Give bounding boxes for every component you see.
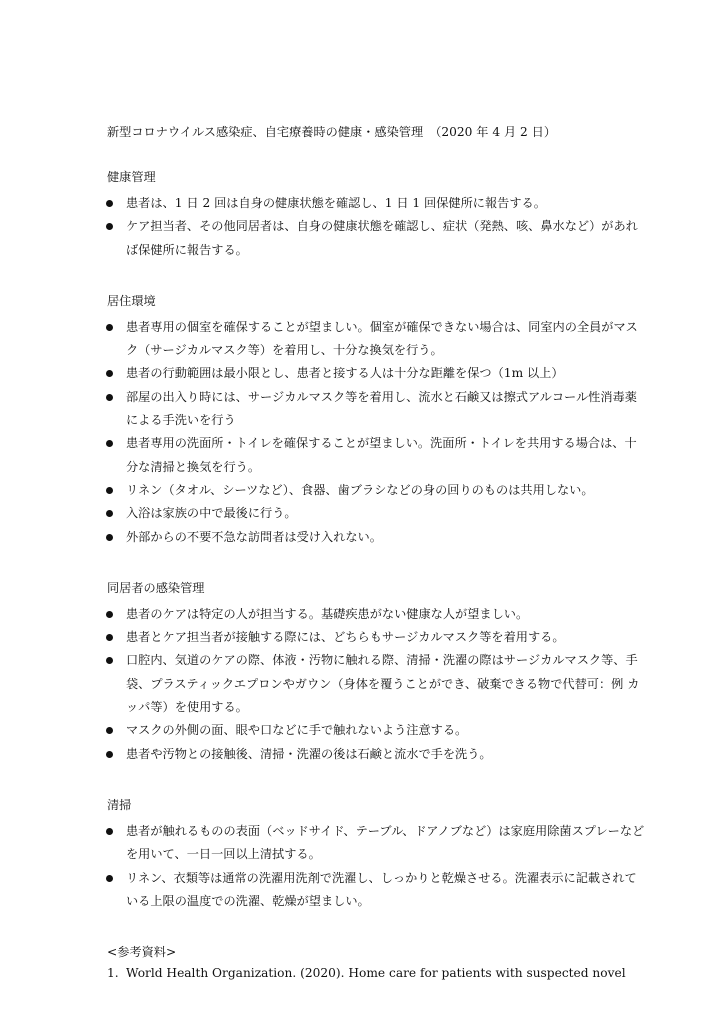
section-heading: 健康管理 — [107, 170, 156, 184]
list-item: 患者が触れるものの表面（ベッドサイド、テーブル、ドアノブなど）は家庭用除菌スプレーなどを用いて、一日一回以上清拭する。 — [107, 820, 647, 867]
reference-item — [107, 962, 647, 984]
section-living-environment — [107, 291, 647, 549]
list-item: 患者や汚物との接触後、清掃・洗濯の後は石鹸と流水で手を洗う。 — [107, 743, 647, 766]
list-item: 部屋の出入り時には、サージカルマスク等を着用し、流水と石鹸又は擦式アルコール性消毒薬による手洗いを行う — [107, 386, 647, 433]
document-body — [107, 122, 647, 984]
list-item: マスクの外側の面、眼や口などに手で触れないよう注意する。 — [107, 719, 647, 742]
section-cleaning — [107, 795, 647, 913]
list-item: 患者とケア担当者が接触する際には、どちらもサージカルマスク等を着用する。 — [107, 626, 647, 649]
bullet-list — [107, 603, 647, 766]
section-heading: 清掃 — [107, 797, 132, 812]
reference-text: World Health Organization. (2020). Home care for patients with suspected novel — [126, 966, 626, 981]
bullet-list — [107, 192, 647, 262]
list-item: 口腔内、気道のケアの際、体液・汚物に触れる際、清掃・洗濯の際はサージカルマスク等、手袋、プラスティックエプロンやガウン（身体を覆うことができ、破棄できる物で代替可：例 カッパ等）を使用する。 — [107, 649, 647, 719]
list-item: 患者専用の個室を確保することが望ましい。個室が確保できない場合は、同室内の全員がマスク（サージカルマスク等）を着用し、十分な換気を行う。 — [107, 316, 647, 363]
references-heading: <参考資料> — [107, 945, 177, 960]
bullet-list — [107, 316, 647, 549]
list-item: 患者は、1 日 2 回は自身の健康状態を確認し、1 日 1 回保健所に報告する。 — [107, 192, 647, 215]
list-item: 患者のケアは特定の人が担当する。基礎疾患がない健康な人が望ましい。 — [107, 603, 647, 626]
list-item: ケア担当者、その他同居者は、自身の健康状態を確認し、症状（発熱、咳、鼻水など）があれば保健所に報告する。 — [107, 215, 647, 262]
section-health-management — [107, 167, 647, 262]
list-item: 外部からの不要不急な訪問者は受け入れない。 — [107, 526, 647, 549]
list-item: 入浴は家族の中で最後に行う。 — [107, 502, 647, 525]
section-cohabitant-infection-control — [107, 578, 647, 766]
list-item: 患者の行動範囲は最小限とし、患者と接する人は十分な距離を保つ（1m 以上） — [107, 362, 647, 385]
list-item: 患者専用の洗面所・トイレを確保することが望ましい。洗面所・トイレを共用する場合は、十分な清掃と換気を行う。 — [107, 432, 647, 479]
list-item: リネン、衣類等は通常の洗濯用洗剤で洗濯し、しっかりと乾燥させる。洗濯表示に記載されている上限の温度での洗濯、乾燥が望ましい。 — [107, 867, 647, 914]
list-item: リネン（タオル、シーツなど）、食器、歯ブラシなどの身の回りのものは共用しない。 — [107, 479, 647, 502]
document-title: 新型コロナウイルス感染症、自宅療養時の健康・感染管理 （2020 年 4 月 2 日） — [107, 125, 557, 139]
reference-number: 1. — [107, 966, 119, 981]
section-heading: 同居者の感染管理 — [107, 580, 205, 595]
section-heading: 居住環境 — [107, 293, 156, 308]
bullet-list — [107, 820, 647, 913]
